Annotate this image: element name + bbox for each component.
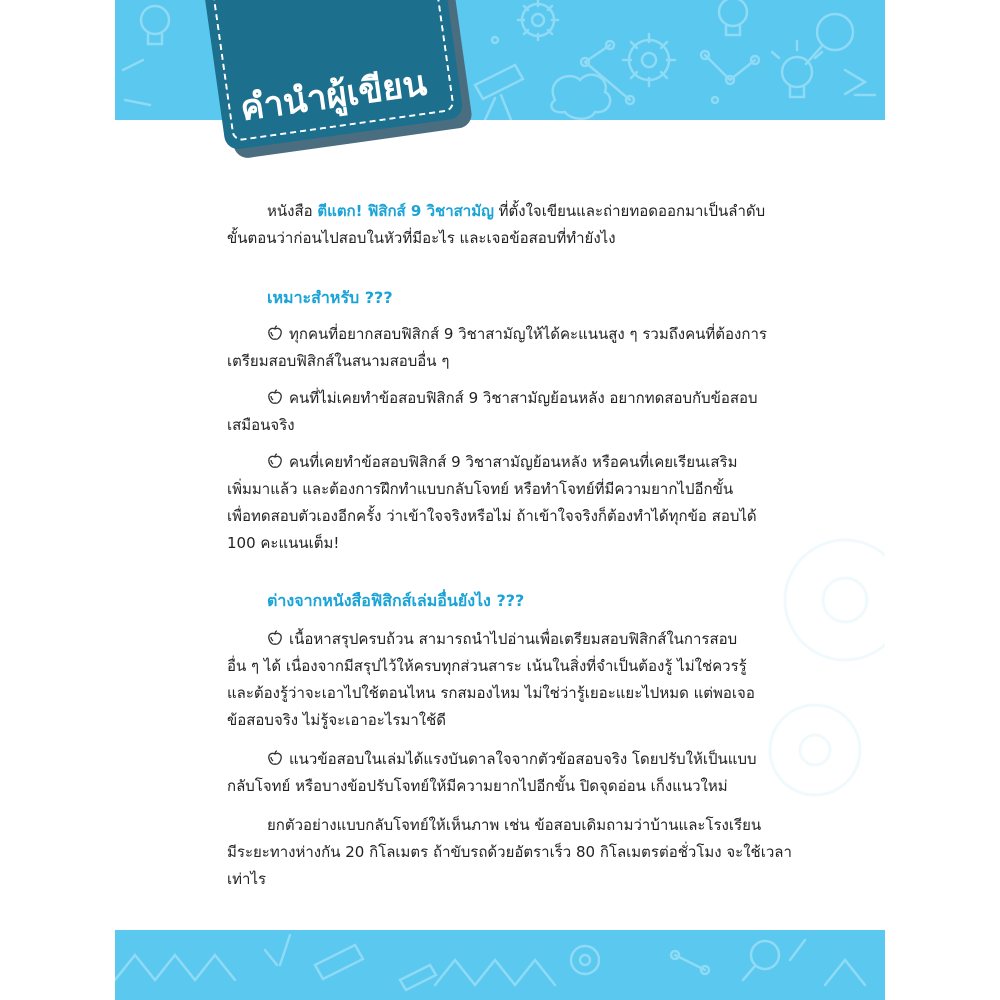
example-line: ยกตัวอย่างแบบกลับโจทย์ให้เห็นภาพ เช่น ข้อสอบเดิมถามว่าบ้านและโรงเรียน (267, 816, 762, 834)
bullet-line: แนวข้อสอบในเล่มได้แรงบันดาลใจจากตัวข้อสอบจริง โดยปรับให้เป็นแบบ (289, 750, 757, 768)
zigzag-doodle (115, 955, 235, 980)
bullet-line: เพื่อทดสอบตัวเองอีกครั้ง ว่าเข้าใจจริงหรือไม่ ถ้าเข้าใจจริงก็ต้องทำได้ทุกข้อ สอบได้ (227, 507, 757, 525)
molecule-icon (701, 51, 759, 84)
telescope-icon (315, 945, 363, 979)
page (115, 0, 885, 1000)
bullet-line: ข้อสอบจริง ไม่รู้จะเอาอะไรมาใช้ดี (227, 711, 447, 729)
bullet-line: อื่น ๆ ได้ เนื่องจากมีสรุปไว้ให้ครบทุกส่วนสาระ เน้นในสิ่งที่จำเป็นต้องรู้ ไม่ใช่ควรรู้ (227, 657, 747, 675)
intro-line2: ขั้นตอนว่าก่อนไปสอบในหัวที่มีอะไร และเจอข้อสอบที่ทำยังไง (227, 229, 616, 247)
lightbulb-icon (772, 41, 822, 97)
lightbulb-icon (141, 6, 169, 44)
intro-paragraph (227, 198, 799, 252)
molecule-icon (671, 951, 709, 974)
example-line: มีระยะทางห่างกัน 20 กิโลเมตร ถ้าขับรถด้วยอัตราเร็ว 80 กิโลเมตรต่อชั่วโมง จะใช้เวลา (227, 843, 792, 861)
telescope-icon (400, 965, 436, 990)
bullet-line: เพิ่มมาแล้ว และต้องการฝึกทำแบบกลับโจทย์ หรือทำโจทย์ที่มีความยากไปอีกขั้น (227, 480, 734, 498)
preface-body (227, 198, 799, 893)
bullet-line: กลับโจทย์ หรือบางข้อปรับโจทย์ให้มีความยากไปอีกขั้น ปิดจุดอ่อน เก็งแนวใหม่ (227, 777, 728, 795)
telescope-icon (475, 65, 523, 120)
magnifier-icon (806, 14, 853, 64)
intro-line1-rest: ที่ตั้งใจเขียนและถ่ายทอดออกมาเป็นลำดับ (493, 202, 766, 220)
section-heading-suitable-for: เหมาะสำหรับ ??? (267, 288, 393, 307)
bullet-line: 100 คะแนนเต็ม! (227, 534, 340, 552)
bullet-item (227, 321, 799, 375)
apple-outline-icon (267, 389, 283, 405)
zigzag-doodle (435, 960, 555, 985)
bullet-line: เนื้อหาสรุปครบถ้วน สามารถนำไปอ่านเพื่อเตรียมสอบฟิสิกส์ในการสอบ (289, 630, 738, 648)
bullet-item (227, 385, 799, 439)
gear-icon (571, 946, 599, 974)
apple-outline-icon (267, 630, 283, 646)
lightbulb-icon (719, 0, 747, 35)
apple-outline-icon (267, 750, 283, 766)
book-title: ตีแตก! ฟิสิกส์ 9 วิชาสามัญ (317, 202, 494, 220)
gear-icon (518, 0, 558, 40)
bullet-item (227, 626, 799, 734)
section-heading-differences: ต่างจากหนังสือฟิสิกส์เล่มอื่นยังไง ??? (267, 591, 525, 610)
bullet-line: เสมือนจริง (227, 416, 295, 434)
example-line: เท่าไร (227, 870, 267, 888)
bullet-item (227, 746, 799, 800)
intro-prefix: หนังสือ (267, 202, 318, 220)
bullet-line: และต้องรู้ว่าจะเอาไปใช้ตอนไหน รกสมองไหม ไม่ใช่ว่ารู้เยอะแยะไปหมด แต่พอเจอ (227, 684, 755, 702)
chevron-doodle (845, 70, 865, 94)
apple-outline-icon (267, 453, 283, 469)
gear-icon (623, 34, 675, 86)
bullet-line: ทุกคนที่อยากสอบฟิสิกส์ 9 วิชาสามัญให้ได้คะแนนสูง ๆ รวมถึงคนที่ต้องการ (289, 325, 767, 343)
bottom-pattern-band (115, 930, 885, 1000)
bullet-line: คนที่ไม่เคยทำข้อสอบฟิสิกส์ 9 วิชาสามัญย้อนหลัง อยากทดสอบกับข้อสอบ (289, 389, 758, 407)
apple-outline-icon (267, 325, 283, 341)
page-title: คำนำผู้เขียน (237, 63, 430, 130)
title-banner (202, 0, 464, 151)
brain-icon (551, 75, 610, 119)
bullet-item (227, 449, 799, 557)
bullet-line: คนที่เคยทำข้อสอบฟิสิกส์ 9 วิชาสามัญย้อนหลัง หรือคนที่เคยเรียนเสริม (289, 453, 738, 471)
bullet-line: เตรียมสอบฟิสิกส์ในสนามสอบอื่น ๆ (227, 352, 450, 370)
science-doodle-pattern (115, 930, 885, 1000)
magnifier-icon (743, 941, 779, 980)
example-paragraph (227, 812, 799, 893)
